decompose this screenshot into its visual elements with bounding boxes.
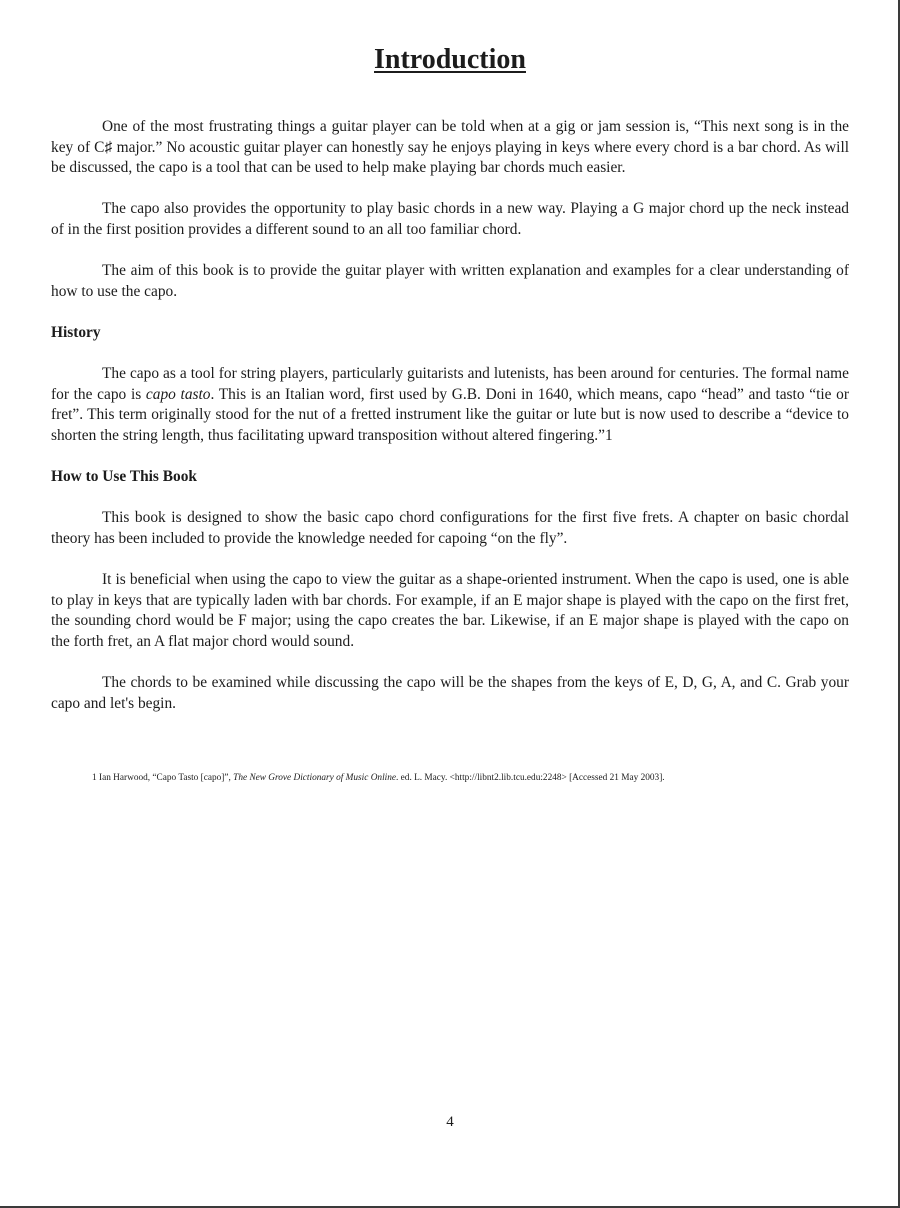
history-paragraph [51,364,849,446]
page-title: Introduction [374,44,526,75]
body-text [51,117,849,735]
how-to-paragraph-2: It is beneficial when using the capo to view the guitar as a shape-oriented instrument. When the capo is used, one is able to play in keys that are typically laden with bar chords. For example, if an E major shape is played with the capo on the first fret, the sounding chord would be F major; using the capo creates the bar. Likewise, if an E major shape is played with the capo on the forth fret, an A flat major chord would sound. [51,571,849,650]
intro-paragraph-3: The aim of this book is to provide the guitar player with written explanation and examples for a clear understanding of how to use the capo. [51,262,849,300]
intro-paragraph-2: The capo also provides the opportunity to play basic chords in a new way. Playing a G major chord up the neck instead of in the first position provides a different sound to an all too familiar chord. [51,200,849,238]
footnote-source-title: The New Grove Dictionary of Music Online [233,773,397,783]
how-to-paragraph-1: This book is designed to show the basic capo chord configurations for the first five frets. A chapter on basic chordal theory has been included to provide the knowledge needed for capoing “on the fly”. [51,509,849,547]
how-to-heading: How to Use This Book [51,468,197,486]
footnote-text-b: . ed. L. Macy. <http://libnt2.lib.tcu.edu:2248> [Accessed 21 May 2003]. [396,773,665,783]
history-heading: History [51,323,101,341]
intro-paragraph-1: One of the most frustrating things a guitar player can be told when at a gig or jam session is, “This next song is in the key of C♯ major.” No acoustic guitar player can honestly say he enjoys playing in keys where every chord is a bar chord. As will be discussed, the capo is a tool that can be used to help make playing bar chords much easier. [51,118,849,177]
history-text-a: The capo as a tool for string players, particularly guitarists and lutenists, has been around for centuries. The formal name for the capo is [51,365,849,403]
footnote-text-a: 1 Ian Harwood, “Capo Tasto [capo]”, [92,773,234,783]
capo-tasto-term: capo tasto [145,385,211,403]
how-to-paragraph-3: The chords to be examined while discussing the capo will be the shapes from the keys of E, D, G, A, and C. Grab your capo and let's begin. [51,674,849,712]
page-number: 4 [446,1114,454,1130]
history-text-b: . This is an Italian word, first used by G.B. Doni in 1640, which means, capo “head” and tasto “tie or fret”. This term originally stood for the nut of a fretted instrument like the guitar or lute but is now used to describe a “device to shorten the string length, thus facilitating upward transposition without altered fingering.” [51,385,849,444]
footnote-reference: 1 [604,426,613,444]
footnote [92,772,852,784]
